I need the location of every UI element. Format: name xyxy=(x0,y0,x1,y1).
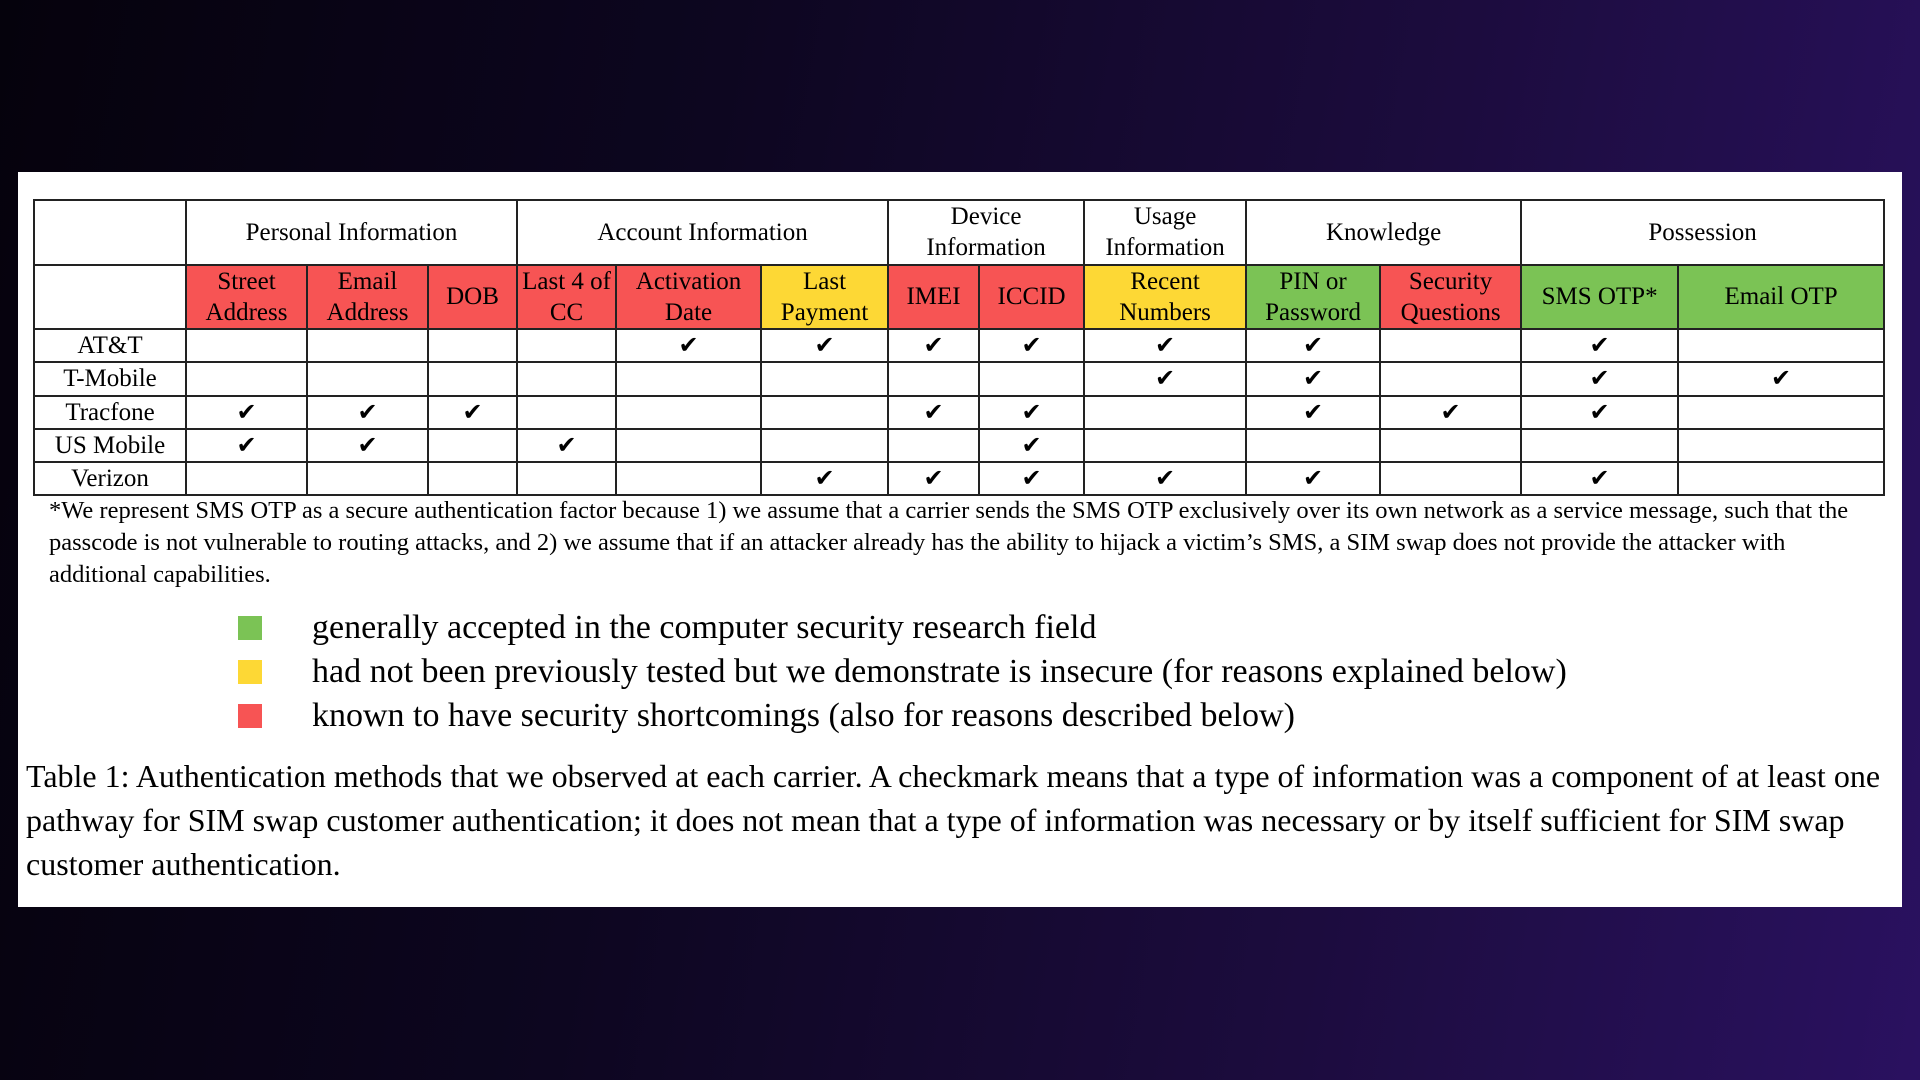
category-header-usage-information: Usage Information xyxy=(1084,200,1246,265)
carrier-name: AT&T xyxy=(34,329,186,362)
table-cell xyxy=(428,329,517,362)
table-cell xyxy=(761,329,888,362)
checkmark-icon: ✔ xyxy=(1303,397,1324,426)
table-cell xyxy=(1380,462,1521,495)
table-cell xyxy=(307,429,428,462)
corner-cell xyxy=(34,265,186,330)
method-header-security-questions: Security Questions xyxy=(1380,265,1521,330)
category-header-row xyxy=(34,200,1884,265)
checkmark-icon: ✔ xyxy=(1155,331,1176,359)
table-cell xyxy=(428,462,517,495)
table-cell xyxy=(616,462,761,495)
table-cell xyxy=(1678,462,1884,495)
carrier-name: T-Mobile xyxy=(34,362,186,395)
table-row xyxy=(34,429,1884,462)
table-cell xyxy=(517,362,616,395)
method-header-dob: DOB xyxy=(428,265,517,330)
table-cell xyxy=(1678,329,1884,362)
checkmark-icon: ✔ xyxy=(923,331,944,359)
checkmark-icon: ✔ xyxy=(923,464,944,492)
table-cell xyxy=(761,362,888,395)
red-swatch-icon xyxy=(238,704,262,728)
checkmark-icon: ✔ xyxy=(357,430,378,459)
checkmark-icon: ✔ xyxy=(1303,464,1324,492)
table-cell xyxy=(888,362,979,395)
table-row xyxy=(34,362,1884,395)
table-cell xyxy=(888,329,979,362)
authentication-methods-table xyxy=(33,199,1885,496)
checkmark-icon: ✔ xyxy=(1155,464,1176,492)
table-cell xyxy=(1521,396,1678,429)
table-cell xyxy=(1678,429,1884,462)
table-cell xyxy=(616,362,761,395)
checkmark-icon: ✔ xyxy=(1021,430,1042,459)
method-header-pin-or-password: PIN or Password xyxy=(1246,265,1380,330)
checkmark-icon: ✔ xyxy=(1589,464,1610,492)
method-header-row xyxy=(34,265,1884,330)
checkmark-icon: ✔ xyxy=(814,331,835,359)
method-header-imei: IMEI xyxy=(888,265,979,330)
table-cell xyxy=(1246,462,1380,495)
checkmark-icon: ✔ xyxy=(923,397,944,426)
checkmark-icon: ✔ xyxy=(1440,397,1461,426)
paper-excerpt xyxy=(18,172,1902,907)
table-cell xyxy=(307,396,428,429)
table-cell xyxy=(1380,396,1521,429)
table-cell xyxy=(307,329,428,362)
method-header-recent-numbers: Recent Numbers xyxy=(1084,265,1246,330)
method-header-street-address: Street Address xyxy=(186,265,307,330)
table-cell xyxy=(428,362,517,395)
method-header-activation-date: Activation Date xyxy=(616,265,761,330)
checkmark-icon: ✔ xyxy=(1589,364,1610,393)
carrier-name: US Mobile xyxy=(34,429,186,462)
table-cell xyxy=(1084,462,1246,495)
category-header-personal-information: Personal Information xyxy=(186,200,517,265)
table-cell xyxy=(1084,396,1246,429)
checkmark-icon: ✔ xyxy=(1021,331,1042,359)
checkmark-icon: ✔ xyxy=(814,464,835,492)
table-cell xyxy=(616,429,761,462)
table-cell xyxy=(307,462,428,495)
table-row xyxy=(34,396,1884,429)
checkmark-icon: ✔ xyxy=(1589,397,1610,426)
table-cell xyxy=(517,462,616,495)
checkmark-icon: ✔ xyxy=(357,397,378,426)
table-cell xyxy=(616,329,761,362)
checkmark-icon: ✔ xyxy=(1589,331,1610,359)
table-cell xyxy=(761,396,888,429)
method-header-email-otp: Email OTP xyxy=(1678,265,1884,330)
table-cell xyxy=(428,429,517,462)
checkmark-icon: ✔ xyxy=(236,397,257,426)
checkmark-icon: ✔ xyxy=(1021,397,1042,426)
table-cell xyxy=(1084,329,1246,362)
table-cell xyxy=(1521,462,1678,495)
table-cell xyxy=(428,396,517,429)
table-cell xyxy=(979,429,1084,462)
carrier-name: Tracfone xyxy=(34,396,186,429)
table-cell xyxy=(1521,362,1678,395)
legend-text: known to have security shortcomings (also for reasons described below) xyxy=(312,697,1295,734)
table-row xyxy=(34,462,1884,495)
checkmark-icon: ✔ xyxy=(556,430,577,459)
table-cell xyxy=(1380,329,1521,362)
legend-text: had not been previously tested but we demonstrate is insecure (for reasons explained below) xyxy=(312,653,1567,690)
table-cell xyxy=(186,462,307,495)
table-cell xyxy=(517,396,616,429)
checkmark-icon: ✔ xyxy=(1021,464,1042,492)
table-cell xyxy=(1380,429,1521,462)
table-cell xyxy=(979,329,1084,362)
table-cell xyxy=(888,396,979,429)
table-cell xyxy=(1246,329,1380,362)
table-cell xyxy=(1380,362,1521,395)
carrier-rows xyxy=(34,329,1884,495)
table-footnote: *We represent SMS OTP as a secure authentication factor because 1) we assume that a carrier sends the SMS OTP exclusively over its own network as a service message, such that the passcode is not vulnerable to routing attacks, and 2) we assume that if an attacker already has the ability to hijack a victim’s SMS, a SIM swap does not provide the attacker with additional capabilities. xyxy=(49,497,1849,588)
table-cell xyxy=(616,396,761,429)
table-cell xyxy=(186,362,307,395)
table-cell xyxy=(888,462,979,495)
table-cell xyxy=(1246,396,1380,429)
table-cell xyxy=(1084,362,1246,395)
checkmark-icon: ✔ xyxy=(1303,331,1324,359)
table-cell xyxy=(1246,429,1380,462)
table-cell xyxy=(1678,396,1884,429)
table-cell xyxy=(979,362,1084,395)
green-swatch-icon xyxy=(238,616,262,640)
table-cell xyxy=(186,396,307,429)
table-cell xyxy=(186,329,307,362)
corner-cell xyxy=(34,200,186,265)
table-cell xyxy=(761,429,888,462)
checkmark-icon: ✔ xyxy=(678,331,699,359)
method-header-sms-otp: SMS OTP* xyxy=(1521,265,1678,330)
method-header-last-4-of-cc: Last 4 of CC xyxy=(517,265,616,330)
category-header-device-information: Device Information xyxy=(888,200,1084,265)
table-cell xyxy=(979,396,1084,429)
table-cell xyxy=(1246,362,1380,395)
checkmark-icon: ✔ xyxy=(1155,364,1176,393)
table-cell xyxy=(186,429,307,462)
table-cell xyxy=(307,362,428,395)
method-header-last-payment: Last Payment xyxy=(761,265,888,330)
table-cell xyxy=(1084,429,1246,462)
method-header-iccid: ICCID xyxy=(979,265,1084,330)
table-row xyxy=(34,329,1884,362)
table-cell xyxy=(761,462,888,495)
table-cell xyxy=(517,329,616,362)
category-header-knowledge: Knowledge xyxy=(1246,200,1521,265)
category-header-account-information: Account Information xyxy=(517,200,888,265)
table-cell xyxy=(1678,362,1884,395)
table-cell xyxy=(979,462,1084,495)
table-cell xyxy=(1521,429,1678,462)
yellow-swatch-icon xyxy=(238,660,262,684)
category-header-possession: Possession xyxy=(1521,200,1884,265)
checkmark-icon: ✔ xyxy=(462,397,483,426)
table-cell xyxy=(888,429,979,462)
checkmark-icon: ✔ xyxy=(1303,364,1324,393)
legend-text: generally accepted in the computer security research field xyxy=(312,609,1097,646)
table-cell xyxy=(1521,329,1678,362)
carrier-name: Verizon xyxy=(34,462,186,495)
table-cell xyxy=(517,429,616,462)
table-caption: Table 1: Authentication methods that we observed at each carrier. A checkmark means that a type of information was a component of at least one pathway for SIM swap customer authentication; it does not mean that a type of information was necessary or by itself sufficient for SIM swap customer authentication. xyxy=(26,758,1881,882)
checkmark-icon: ✔ xyxy=(236,430,257,459)
method-header-email-address: Email Address xyxy=(307,265,428,330)
checkmark-icon: ✔ xyxy=(1771,364,1792,393)
